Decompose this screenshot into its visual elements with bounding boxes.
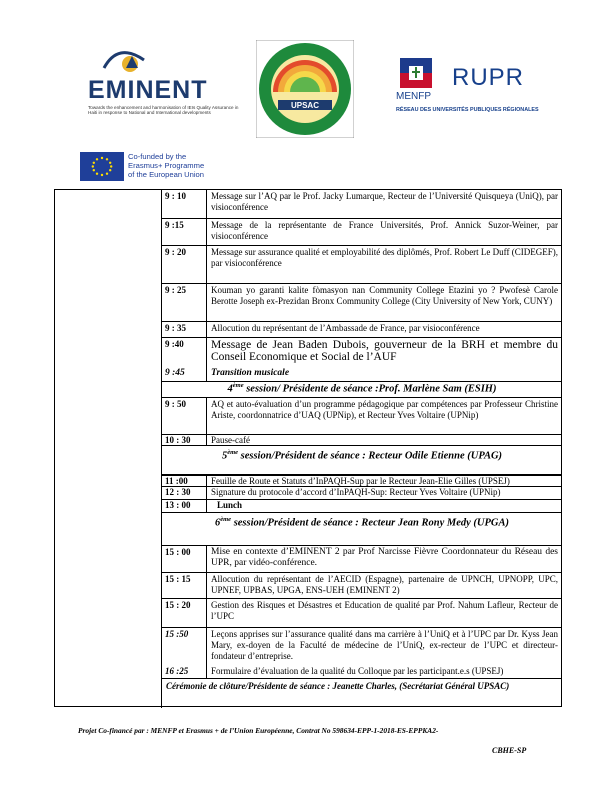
session-ordinal: ème bbox=[232, 382, 244, 389]
agenda-time: 15 : 20 bbox=[162, 599, 207, 627]
agenda-row bbox=[161, 321, 562, 337]
funding-footer-code: CBHE-SP bbox=[492, 746, 527, 755]
agenda-time: 9 : 25 bbox=[162, 284, 207, 321]
agenda-time: 15 : 15 bbox=[162, 573, 207, 598]
agenda-time: 9 :15 bbox=[162, 219, 207, 245]
agenda-row bbox=[161, 218, 562, 245]
agenda-text: Feuille de Route et Statuts d’InPAQH-Sup par le Recteur Jean-Elie Gilles (UPSEJ) bbox=[211, 476, 510, 486]
agenda-row bbox=[161, 545, 562, 572]
agenda-row bbox=[161, 474, 562, 486]
agenda-text: Leçons apprises sur l’assurance qualité dans ma carrière à l’UniQ et à l’UPC par Dr. Kyss Jean Mary, ex-doyen de la Faculté de médecine de l’UniQ, ex-recteur de l’UPC et directeur-fondateur d’entreprise. bbox=[211, 629, 558, 661]
agenda-table bbox=[54, 189, 562, 707]
agenda-text: Transition musicale bbox=[211, 368, 290, 378]
session-ordinal: ème bbox=[220, 516, 232, 523]
agenda-row bbox=[161, 598, 562, 627]
agenda-time: 13 : 00 bbox=[162, 500, 207, 512]
session-title: session/Président de séance : Recteur Jean Rony Medy (UPGA) bbox=[231, 517, 509, 529]
agenda-text: Message sur assurance qualité et employabilité des diplômés, Prof. Robert Le Duff (CIDEGEF), par visioconférence bbox=[211, 247, 559, 268]
haiti-coat-of-arms-icon bbox=[398, 58, 434, 92]
menfp-label: MENFP bbox=[396, 91, 431, 102]
agenda-time: 9 :40 bbox=[162, 338, 207, 381]
agenda-row bbox=[161, 245, 562, 283]
session-heading-5 bbox=[161, 445, 562, 474]
eu-cofunding-text bbox=[128, 152, 204, 180]
session-ordinal: ème bbox=[227, 449, 239, 456]
svg-text:UPSAC: UPSAC bbox=[290, 101, 320, 110]
rupr-logo bbox=[394, 58, 544, 126]
agenda-time: 15 :50 bbox=[162, 628, 207, 678]
agenda-row bbox=[161, 190, 562, 218]
agenda-time: 10 : 30 bbox=[162, 435, 207, 445]
session-title: session/ Présidente de séance :Prof. Marlène Sam (ESIH) bbox=[243, 383, 497, 395]
agenda-row bbox=[161, 499, 562, 512]
agenda-text: Signature du protocole d’accord d’InPAQH-Sup: Recteur Yves Voltaire (UPNip) bbox=[211, 487, 501, 497]
session-number: 6 bbox=[214, 517, 221, 529]
agenda-time: 9 : 20 bbox=[162, 246, 207, 283]
eu-text-line-2: Erasmus+ Programme bbox=[128, 161, 205, 171]
agenda-time: 9 : 50 bbox=[162, 398, 207, 434]
agenda-text: Message sur l’AQ par le Prof. Jacky Lumarque, Recteur de l’Université Quisqueya (UniQ), par visioconférence bbox=[211, 191, 558, 212]
agenda-text: Allocution du représentant de l’Ambassade de France, par visioconférence bbox=[211, 323, 480, 333]
agenda-time: 15 : 00 bbox=[162, 546, 207, 572]
agenda-time: 9 :45 bbox=[165, 368, 185, 378]
agenda-text: Kouman yo garanti kalite fòmasyon nan Community College Etazini yo ? Pwofesè Carole Berotte Joseph ex-Prezidan Bronx Community College (City University of New York, CUNY) bbox=[211, 285, 558, 306]
agenda-text: Pause-café bbox=[211, 435, 250, 445]
session-number: 4 bbox=[227, 383, 233, 395]
session-heading-6 bbox=[161, 512, 562, 545]
agenda-row bbox=[161, 434, 562, 445]
agenda-text: Lunch bbox=[217, 500, 243, 510]
agenda-row bbox=[161, 486, 562, 499]
agenda-time: 11 :00 bbox=[162, 476, 207, 486]
agenda-text: Formulaire d’évaluation de la qualité du Colloque par les participant.e.s (UPSEJ) bbox=[211, 666, 504, 676]
upsac-seal-icon bbox=[256, 40, 354, 138]
agenda-row bbox=[161, 283, 562, 321]
eminent-subtitle: Towards the enhancement and harmonisation of IEIs Quality Assurance in Haiti in response to National and International developments bbox=[88, 105, 239, 116]
session-title: session/Président de séance : Recteur Odile Etienne (UPAG) bbox=[238, 450, 503, 462]
upsac-logo bbox=[256, 40, 354, 138]
rupr-subtitle: RÉSEAU DES UNIVERSITÉS PUBLIQUES RÉGIONALES bbox=[396, 107, 539, 113]
agenda-text: Message de Jean Baden Dubois, gouverneur de la BRH et membre du Conseil Economique et Social de l’AUF bbox=[211, 339, 558, 363]
eminent-logo bbox=[84, 46, 246, 122]
agenda-text: Message de la représentante de France Universités, Prof. Annick Suzor-Weiner, par visioconférence bbox=[211, 220, 558, 241]
eu-flag-icon bbox=[80, 152, 124, 181]
agenda-row bbox=[161, 397, 562, 434]
agenda-row bbox=[161, 337, 562, 381]
agenda-text: Allocution du représentant de l’AECID (Espagne), partenaire de UPNCH, UPNOPP, UPC, UPNEF, UPBAS, UPGA, ENS-UEH (EMINENT 2) bbox=[211, 574, 558, 595]
rupr-title: RUPR bbox=[452, 64, 525, 91]
funding-footer: Projet Co-financé par : MENFP et Erasmus + de l’Union Européenne, Contrat No 598634-EPP-1-2018-ES-EPPKA2- bbox=[78, 726, 439, 735]
agenda-time: 16 :25 bbox=[165, 666, 189, 676]
agenda-time: 9 : 35 bbox=[162, 322, 207, 337]
eu-text-line-3: of the European Union bbox=[128, 170, 204, 180]
agenda-time: 12 : 30 bbox=[162, 487, 207, 499]
agenda-text: Gestion des Risques et Désastres et Education de qualité par Prof. Nahum Lafleur, Recteur de l’UPC bbox=[211, 600, 558, 621]
eminent-title: EMINENT bbox=[88, 76, 208, 104]
agenda-time: 9 : 10 bbox=[162, 190, 207, 218]
closing-ceremony-row: Cérémonie de clôture/Présidente de séance : Jeanette Charles, (Secrétariat Général UPSAC) bbox=[161, 678, 562, 708]
agenda-row bbox=[161, 627, 562, 678]
agenda-row bbox=[161, 572, 562, 598]
session-heading-4 bbox=[161, 381, 562, 397]
eu-text-line-1: Co-funded by the bbox=[128, 152, 187, 161]
agenda-text: AQ et auto-évaluation d’un programme pédagogique par compétences par Professeur Christine Ariste, coordonnatrice d’UAQ (UPNip), et Recteur Yves Voltaire (UPNip) bbox=[211, 399, 558, 420]
session-number: 5 bbox=[221, 450, 228, 462]
agenda-text: Mise en contexte d’EMINENT 2 par Prof Narcisse Fièvre Coordonnateur du Réseau des UPR, par vidéo-conférence. bbox=[211, 547, 558, 568]
